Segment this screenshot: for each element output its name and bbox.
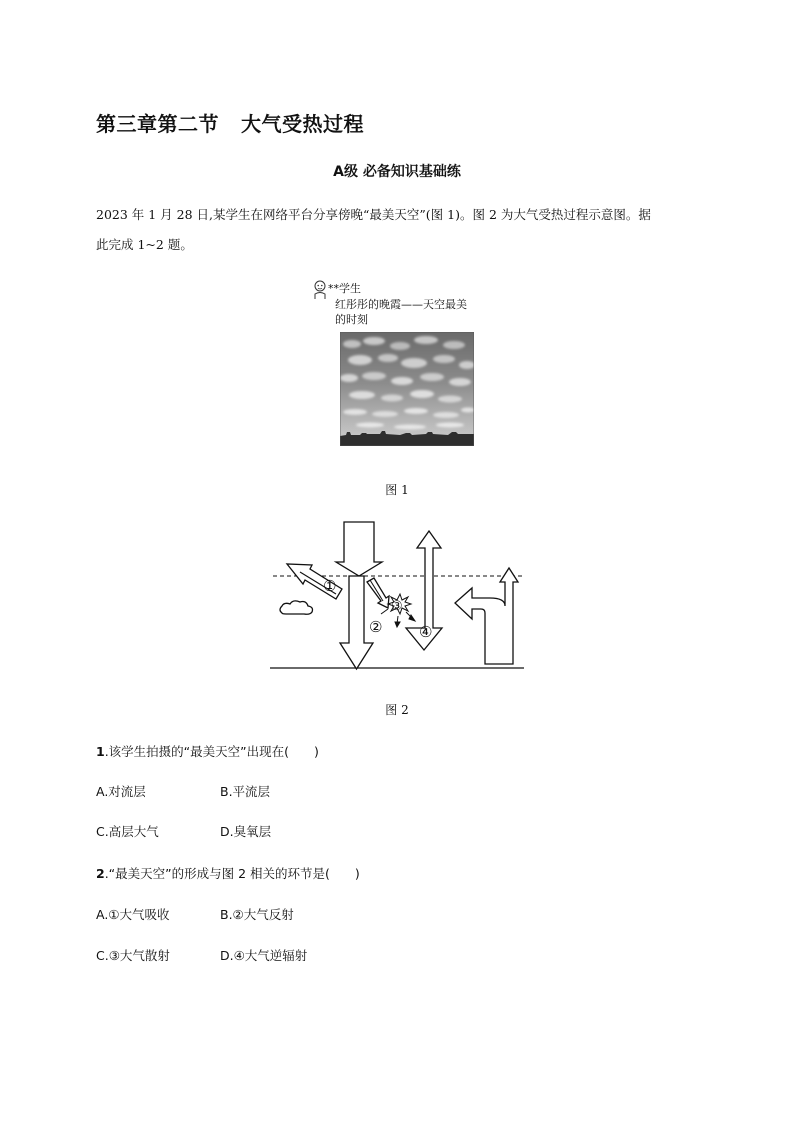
- user-avatar-icon: [313, 280, 327, 300]
- post-text-line-1: 红彤彤的晚霞——天空最美: [335, 298, 467, 311]
- post-text-line-2: 的时刻: [335, 313, 368, 326]
- label-3: [391, 599, 403, 614]
- level-heading: A级 必备知识基础练: [333, 164, 461, 180]
- svg-text:①: ①: [323, 577, 337, 595]
- cloud-icon: [280, 601, 313, 614]
- question-1-option-d[interactable]: D.臭氧层: [220, 824, 272, 839]
- question-2-option-d[interactable]: D.④大气逆辐射: [220, 948, 308, 963]
- section-label: 大气受热过程: [241, 112, 364, 136]
- question-2-stem: .“最美天空”的形成与图 2 相关的环节是( ): [104, 866, 360, 881]
- intro-paragraph: [96, 200, 696, 260]
- figure-2-caption: 图 2: [385, 703, 409, 717]
- intro-line-2: 此完成 1~2 题。: [96, 237, 193, 252]
- question-2-option-a[interactable]: A.①大气吸收: [96, 907, 170, 922]
- question-2-option-b[interactable]: B.②大气反射: [220, 907, 294, 922]
- question-1: [96, 742, 319, 760]
- post-text: [335, 297, 495, 327]
- solar-radiation-arrow: [336, 522, 382, 576]
- label-2: [369, 618, 382, 636]
- question-2: [96, 864, 360, 882]
- label-1: [323, 577, 336, 595]
- label-4: [419, 623, 432, 641]
- intro-line-1: 2023 年 1 月 28 日,某学生在网络平台分享傍晚“最美天空”(图 1)。图 2 为大气受热过程示意图。据: [96, 207, 651, 222]
- question-1-number: 1: [96, 744, 105, 759]
- figure-1-caption: 图 1: [385, 483, 409, 497]
- page-title: [96, 108, 364, 137]
- question-1-option-c[interactable]: C.高层大气: [96, 824, 159, 839]
- question-2-number: 2: [96, 866, 105, 881]
- svg-text:②: ②: [369, 618, 383, 636]
- post-username: **学生: [328, 282, 361, 295]
- sky-photo: [340, 332, 474, 446]
- figure-2-diagram: [270, 516, 526, 676]
- svg-text:④: ④: [419, 623, 433, 641]
- question-1-option-a[interactable]: A.对流层: [96, 784, 146, 799]
- ground-longwave-arrow: [455, 568, 518, 664]
- question-1-option-b[interactable]: B.平流层: [220, 784, 271, 799]
- svg-text:③: ③: [391, 599, 403, 614]
- chapter-label: 第三章第二节: [96, 112, 219, 136]
- question-1-stem: .该学生拍摄的“最美天空”出现在( ): [104, 744, 319, 759]
- question-2-option-c[interactable]: C.③大气散射: [96, 948, 170, 963]
- figure-1-post: [310, 278, 490, 450]
